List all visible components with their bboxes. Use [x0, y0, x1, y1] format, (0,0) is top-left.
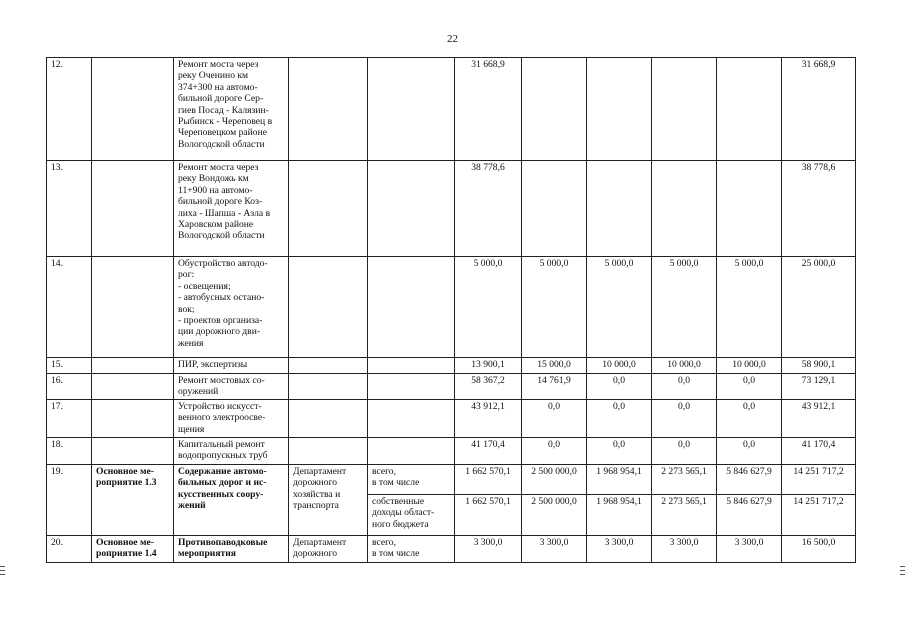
value-cell: 2 273 565,1 — [652, 465, 717, 495]
executor-cell — [289, 58, 368, 161]
value-cell: 0,0 — [522, 400, 587, 438]
value-cell — [717, 161, 782, 257]
value-cell: 43 912,1 — [455, 400, 522, 438]
source-cell — [368, 400, 455, 438]
activity-cell — [92, 257, 174, 358]
value-cell — [652, 161, 717, 257]
table-row — [47, 374, 856, 400]
value-cell: 3 300,0 — [455, 536, 522, 563]
value-cell: 10 000,0 — [717, 358, 782, 374]
table-row — [47, 465, 856, 495]
table-row — [47, 358, 856, 374]
row-number: 18. — [47, 438, 92, 465]
total-cell: 14 251 717,2 — [782, 495, 856, 536]
activity-name: Ремонт мостовых со- оружений — [174, 374, 289, 400]
value-cell: 1 662 570,1 — [455, 495, 522, 536]
scan-edge-mark — [0, 566, 5, 567]
value-cell: 1 662 570,1 — [455, 465, 522, 495]
value-cell: 2 500 000,0 — [522, 495, 587, 536]
value-cell — [717, 58, 782, 161]
value-cell: 0,0 — [522, 438, 587, 465]
value-cell: 38 778,6 — [455, 161, 522, 257]
total-cell: 16 500,0 — [782, 536, 856, 563]
total-cell: 43 912,1 — [782, 400, 856, 438]
activity-cell — [92, 438, 174, 465]
value-cell: 0,0 — [587, 400, 652, 438]
activity-cell — [92, 400, 174, 438]
value-cell: 41 170,4 — [455, 438, 522, 465]
main-activity-label: Основное ме- роприятие 1.3 — [92, 465, 174, 536]
value-cell: 2 500 000,0 — [522, 465, 587, 495]
total-cell: 41 170,4 — [782, 438, 856, 465]
executor-cell — [289, 161, 368, 257]
value-cell — [652, 58, 717, 161]
value-cell: 1 968 954,1 — [587, 495, 652, 536]
total-cell: 14 251 717,2 — [782, 465, 856, 495]
scan-edge-mark — [900, 566, 905, 567]
value-cell: 13 900,1 — [455, 358, 522, 374]
value-cell: 10 000,0 — [652, 358, 717, 374]
source-cell — [368, 438, 455, 465]
scan-edge-mark — [0, 574, 5, 575]
value-cell: 0,0 — [717, 438, 782, 465]
value-cell: 0,0 — [717, 400, 782, 438]
total-cell: 31 668,9 — [782, 58, 856, 161]
value-cell — [522, 161, 587, 257]
value-cell: 5 846 627,9 — [717, 465, 782, 495]
value-cell — [587, 161, 652, 257]
activity-name: Обустройство автодо- рог: - освещения; - автобусных остано- вок; - проектов организа- ции дорожного дви- жения — [174, 257, 289, 358]
value-cell: 5 000,0 — [652, 257, 717, 358]
activity-name: Ремонт моста через реку Оченино км 374+300 на автомо- бильной дороге Сер- гиев Посад - Калязин- Рыбинск - Череповец в Череповецком районе Вологодской области — [174, 58, 289, 161]
row-number: 13. — [47, 161, 92, 257]
value-cell: 0,0 — [587, 438, 652, 465]
source-cell — [368, 374, 455, 400]
source-cell: всего, в том числе — [368, 465, 455, 495]
activity-cell — [92, 374, 174, 400]
scan-edge-mark — [900, 570, 905, 571]
table-row — [47, 400, 856, 438]
executor-cell: Департамент дорожного хозяйства и транспорта — [289, 465, 368, 536]
row-number: 12. — [47, 58, 92, 161]
row-number: 15. — [47, 358, 92, 374]
program-table — [46, 57, 856, 563]
row-number: 19. — [47, 465, 92, 536]
value-cell: 5 846 627,9 — [717, 495, 782, 536]
value-cell: 1 968 954,1 — [587, 465, 652, 495]
table-row — [47, 257, 856, 358]
total-cell: 38 778,6 — [782, 161, 856, 257]
activity-name: Капитальный ремонт водопропускных труб — [174, 438, 289, 465]
executor-cell: Департамент дорожного — [289, 536, 368, 563]
executor-cell — [289, 400, 368, 438]
value-cell: 15 000,0 — [522, 358, 587, 374]
source-cell: всего, в том числе — [368, 536, 455, 563]
table-row — [47, 58, 856, 161]
value-cell: 3 300,0 — [652, 536, 717, 563]
value-cell: 5 000,0 — [522, 257, 587, 358]
activity-cell — [92, 58, 174, 161]
table-row — [47, 438, 856, 465]
value-cell: 0,0 — [717, 374, 782, 400]
value-cell: 0,0 — [652, 438, 717, 465]
activity-name: ПИР, экспертизы — [174, 358, 289, 374]
table-row — [47, 536, 856, 563]
source-cell — [368, 161, 455, 257]
value-cell: 3 300,0 — [717, 536, 782, 563]
main-activity-label: Основное ме- роприятие 1.4 — [92, 536, 174, 563]
executor-cell — [289, 358, 368, 374]
value-cell: 2 273 565,1 — [652, 495, 717, 536]
activity-name: Содержание автомо- бильных дорог и ис- кусственных соору- жений — [174, 465, 289, 536]
table-row — [47, 161, 856, 257]
page-number: 22 — [447, 33, 458, 45]
activity-cell — [92, 358, 174, 374]
total-cell: 58 900,1 — [782, 358, 856, 374]
value-cell: 31 668,9 — [455, 58, 522, 161]
executor-cell — [289, 257, 368, 358]
activity-cell — [92, 161, 174, 257]
row-number: 16. — [47, 374, 92, 400]
scan-edge-mark — [900, 574, 905, 575]
total-cell: 73 129,1 — [782, 374, 856, 400]
value-cell — [522, 58, 587, 161]
row-number: 14. — [47, 257, 92, 358]
source-cell — [368, 58, 455, 161]
row-number: 17. — [47, 400, 92, 438]
executor-cell — [289, 374, 368, 400]
value-cell: 10 000,0 — [587, 358, 652, 374]
row-number: 20. — [47, 536, 92, 563]
activity-name: Устройство искусст- венного электроосве- щения — [174, 400, 289, 438]
value-cell: 14 761,9 — [522, 374, 587, 400]
value-cell — [587, 58, 652, 161]
activity-name: Ремонт моста через реку Вондожь км 11+900 на автомо- бильной дороге Коз- лиха - Шапша - Азла в Харовском районе Вологодской области — [174, 161, 289, 257]
value-cell: 5 000,0 — [455, 257, 522, 358]
value-cell: 58 367,2 — [455, 374, 522, 400]
value-cell: 3 300,0 — [587, 536, 652, 563]
executor-cell — [289, 438, 368, 465]
total-cell: 25 000,0 — [782, 257, 856, 358]
source-cell: собственные доходы област- ного бюджета — [368, 495, 455, 536]
activity-name: Противопаводковые мероприятия — [174, 536, 289, 563]
source-cell — [368, 358, 455, 374]
value-cell: 0,0 — [652, 374, 717, 400]
value-cell: 0,0 — [587, 374, 652, 400]
scan-edge-mark — [0, 570, 5, 571]
value-cell: 3 300,0 — [522, 536, 587, 563]
value-cell: 0,0 — [652, 400, 717, 438]
value-cell: 5 000,0 — [717, 257, 782, 358]
value-cell: 5 000,0 — [587, 257, 652, 358]
source-cell — [368, 257, 455, 358]
